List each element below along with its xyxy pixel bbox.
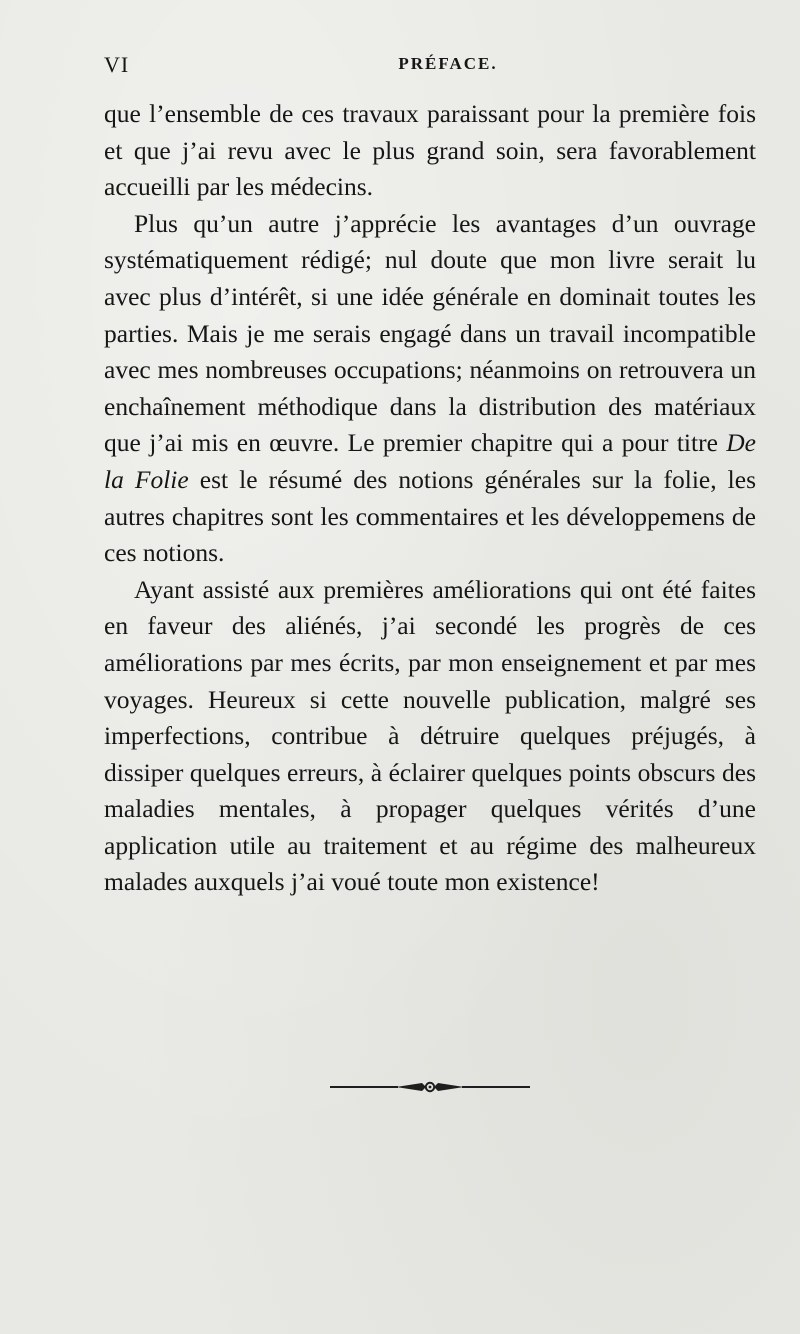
chapter-title-italic: De la Folie [104, 428, 756, 494]
fleuron-rule-icon [330, 1078, 530, 1096]
paragraph-2-text-after: est le résumé des notions générales sur la folie, les autres chapitres sont les commentaires et les développemens de ces notions. [104, 464, 756, 568]
paragraph-2-text-before: Plus qu’un autre j’apprécie les avantages d’un ouvrage systématiquement rédigé; nul doute que mon livre serait lu avec plus d’intérêt, si une idée générale en dominait toutes les parties. Mais je me serais engagé dans un travail incompatible avec mes nombreuses occupations; néanmoins on retrouvera un enchaînement méthodique dans la distribution des matériaux que j’ai mis en œuvre. Le premier chapitre qui a pour titre [104, 208, 756, 458]
paragraph-1: que l’ensemble de ces travaux paraissant pour la première fois et que j’ai revu avec le plus grand soin, sera favorablement accueilli par les médecins. [104, 99, 756, 202]
paragraph-2 [104, 206, 756, 572]
page-number: VI [104, 52, 130, 77]
running-title: PRÉFACE. [398, 54, 498, 73]
preface-text [104, 96, 756, 901]
page-header [104, 52, 752, 82]
paragraph-3: Ayant assisté aux premières améliorations qui ont été faites en faveur des aliénés, j’ai secondé les progrès de ces améliorations par mes écrits, par mon enseignement et par mes voyages. Heureux si cette nouvelle publication, malgré ses imperfections, contribue à détruire quelques préjugés, à dissiper quelques erreurs, à éclairer quelques points obscurs des maladies mentales, à propager quelques vérités d’une application utile au traitement et au régime des malheureux malades auxquels j’ai voué toute mon existence! [104, 574, 756, 897]
